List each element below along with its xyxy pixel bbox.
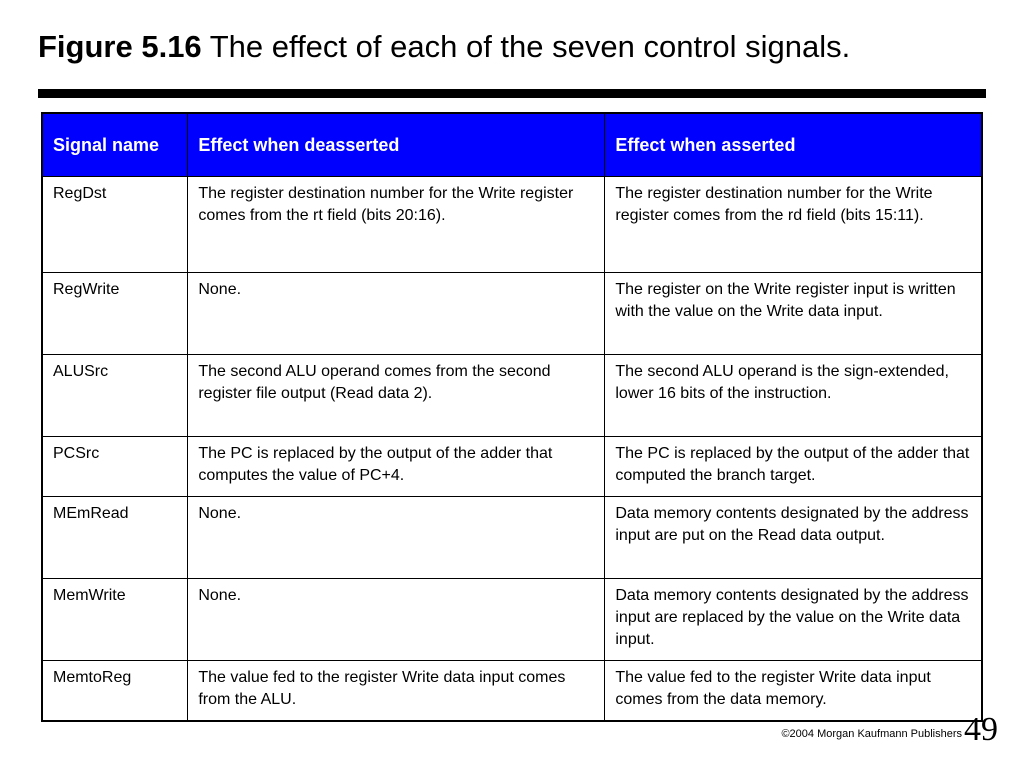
table-row bbox=[42, 273, 982, 355]
slide-title bbox=[38, 30, 850, 64]
title-divider bbox=[38, 89, 986, 98]
header-effect-deasserted: Effect when deasserted bbox=[188, 113, 605, 177]
asserted-effect-cell: The value fed to the register Write data input comes from the data memory. bbox=[605, 661, 982, 721]
header-signal-name: Signal name bbox=[42, 113, 188, 177]
deasserted-effect-cell: The register destination number for the Write register comes from the rt field (bits 20:16). bbox=[188, 177, 605, 273]
table-row bbox=[42, 661, 982, 721]
deasserted-effect-cell: None. bbox=[188, 579, 605, 661]
figure-caption: The effect of each of the seven control signals. bbox=[209, 29, 851, 64]
asserted-effect-cell: The register destination number for the Write register comes from the rd field (bits 15:11). bbox=[605, 177, 982, 273]
asserted-effect-cell: The register on the Write register input is written with the value on the Write data input. bbox=[605, 273, 982, 355]
asserted-effect-cell: Data memory contents designated by the address input are put on the Read data output. bbox=[605, 497, 982, 579]
signal-name-cell: PCSrc bbox=[42, 437, 188, 497]
signal-name-cell: ALUSrc bbox=[42, 355, 188, 437]
table-header-row bbox=[42, 113, 982, 177]
deasserted-effect-cell: None. bbox=[188, 497, 605, 579]
signal-name-cell: MemWrite bbox=[42, 579, 188, 661]
copyright-notice: ©2004 Morgan Kaufmann Publishers bbox=[781, 728, 962, 740]
signal-name-cell: MemtoReg bbox=[42, 661, 188, 721]
page-number: 49 bbox=[964, 711, 998, 748]
asserted-effect-cell: The PC is replaced by the output of the adder that computed the branch target. bbox=[605, 437, 982, 497]
header-effect-asserted: Effect when asserted bbox=[605, 113, 982, 177]
deasserted-effect-cell: The value fed to the register Write data input comes from the ALU. bbox=[188, 661, 605, 721]
control-signals-table bbox=[41, 112, 983, 722]
signal-name-cell: RegWrite bbox=[42, 273, 188, 355]
signal-name-cell: MEmRead bbox=[42, 497, 188, 579]
signal-name-cell: RegDst bbox=[42, 177, 188, 273]
asserted-effect-cell: The second ALU operand is the sign-extended, lower 16 bits of the instruction. bbox=[605, 355, 982, 437]
table-row bbox=[42, 579, 982, 661]
table-row bbox=[42, 177, 982, 273]
figure-label: Figure 5.16 bbox=[38, 29, 202, 64]
deasserted-effect-cell: The second ALU operand comes from the second register file output (Read data 2). bbox=[188, 355, 605, 437]
table-row bbox=[42, 497, 982, 579]
table-row bbox=[42, 355, 982, 437]
deasserted-effect-cell: The PC is replaced by the output of the adder that computes the value of PC+4. bbox=[188, 437, 605, 497]
deasserted-effect-cell: None. bbox=[188, 273, 605, 355]
asserted-effect-cell: Data memory contents designated by the address input are replaced by the value on the Write data input. bbox=[605, 579, 982, 661]
table-row bbox=[42, 437, 982, 497]
